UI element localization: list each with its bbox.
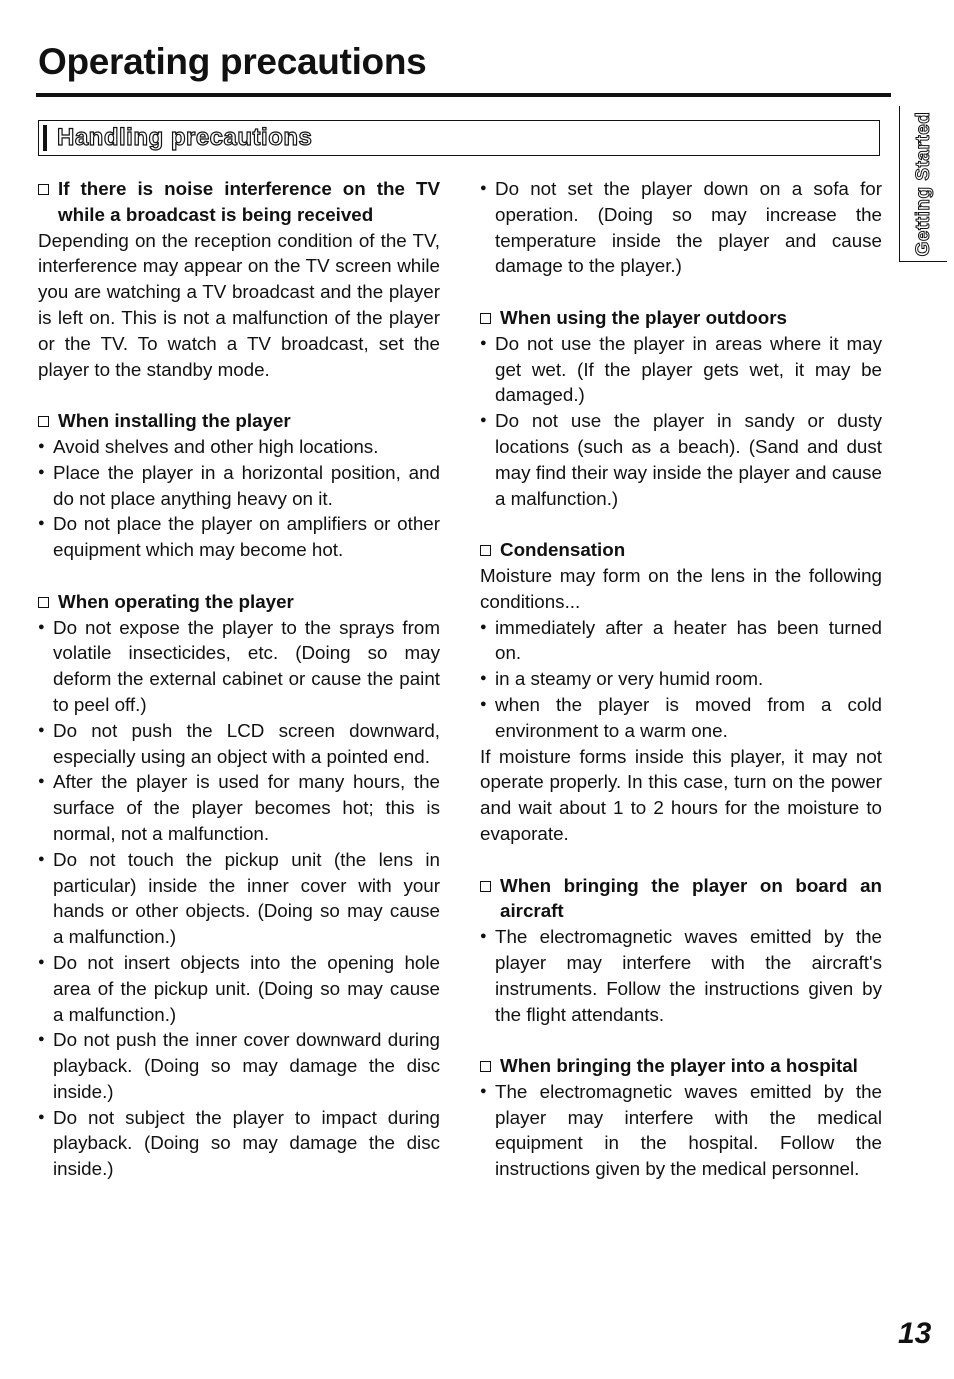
bullet-dot-icon: ●: [480, 182, 487, 194]
bullet-text: Place the player in a horizontal position, and do not place anything heavy on it.: [53, 461, 440, 509]
precaution-section: [38, 176, 440, 382]
bullet-dot-icon: ●: [480, 1084, 487, 1097]
title-rule: [36, 93, 891, 97]
precaution-section: [38, 408, 440, 563]
section-heading-text: If there is noise interference on the TV while a broadcast is being received: [58, 178, 440, 225]
section-heading-text: When operating the player: [58, 590, 294, 612]
paragraph: Depending on the reception condition of the TV, interference may appear on the TV screen while you are watching a TV broadcast and the player is left on. This is not a malfunction of the player or the TV. To watch a TV broadcast, set the player to the standby mode.: [38, 229, 440, 380]
bullet-item: [38, 511, 440, 563]
bullet-item: [38, 718, 440, 770]
section-heading-text: When bringing the player into a hospital: [500, 1055, 858, 1077]
page-title: Operating precautions: [38, 41, 427, 82]
checkbox-square-icon: [38, 416, 49, 427]
bullet-item: [38, 847, 440, 950]
bullet-text: in a steamy or very humid room.: [495, 668, 764, 690]
checkbox-square-icon: [38, 184, 49, 195]
section-heading-text: When installing the player: [58, 410, 291, 432]
bullet-dot-icon: ●: [38, 775, 45, 788]
bullet-item: [480, 692, 882, 744]
section-heading-text: When using the player outdoors: [500, 306, 787, 328]
section-heading: [480, 537, 882, 563]
checkbox-square-icon: [480, 881, 491, 892]
precaution-section: [480, 305, 882, 511]
bullet-text: Avoid shelves and other high locations.: [53, 435, 379, 457]
bullet-item: [480, 408, 882, 511]
bullet-dot-icon: ●: [38, 620, 45, 633]
bullet-text: when the player is moved from a cold environment to a warm one.: [495, 693, 882, 741]
precaution-section: [38, 589, 440, 1182]
page-number: 13: [898, 1317, 932, 1350]
precaution-section: [480, 537, 882, 847]
bullet-dot-icon: ●: [480, 336, 487, 349]
bullet-text: immediately after a heater has been turned on.: [495, 616, 882, 664]
section-heading: [480, 305, 882, 331]
bullet-item: [480, 331, 882, 408]
checkbox-square-icon: [480, 545, 491, 556]
bullet-text: Do not touch the pickup unit (the lens in particular) inside the inner cover with your hands or other objects. (Doing so may cause a malfunction.): [53, 848, 440, 948]
bullet-text: Do not push the inner cover downward during playback. (Doing so may damage the disc inside.): [53, 1029, 440, 1102]
bullet-dot-icon: ●: [480, 620, 487, 633]
bullet-dot-icon: ●: [480, 672, 487, 685]
bullet-text: Do not subject the player to impact during playback. (Doing so may damage the disc inside.): [53, 1106, 440, 1180]
left-column: [38, 176, 440, 1208]
precaution-section: [480, 1053, 882, 1182]
bullet-text: Do not use the player in sandy or dusty locations (such as a beach). (Sand and dust may find their way inside the player and cause a malfunction.): [495, 410, 882, 509]
section-heading: [480, 1053, 882, 1079]
bullet-dot-icon: ●: [38, 465, 45, 478]
side-tab: [899, 106, 947, 262]
bullet-text: The electromagnetic waves emitted by the player may interfere with the medical equipment in the hospital. Follow the instructions given by the medical personnel.: [495, 1080, 882, 1180]
side-tab-label: Getting Started: [912, 111, 934, 256]
section-title: Handling precautions: [57, 124, 313, 151]
checkbox-square-icon: [38, 597, 49, 608]
bullet-item: [38, 460, 440, 512]
bullet-dot-icon: ●: [38, 852, 45, 865]
bullet-item: [480, 666, 882, 692]
bullet-dot-icon: ●: [480, 697, 487, 710]
precaution-section: [480, 873, 882, 1028]
bullet-item: [38, 769, 440, 846]
bullet-text: Do not insert objects into the opening hole area of the pickup unit. (Doing so may cause a malfunction.): [53, 951, 440, 1025]
bullet-text: Do not push the LCD screen downward, especially using an object with a pointed end.: [53, 719, 440, 767]
precaution-section: [480, 176, 882, 279]
checkbox-square-icon: [480, 313, 491, 324]
bullet-dot-icon: ●: [480, 930, 487, 943]
section-heading: [38, 176, 440, 228]
bullet-item: [480, 615, 882, 667]
section-heading: [480, 873, 882, 925]
section-heading: [38, 408, 440, 434]
bullet-text: Do not set the player down on a sofa for operation. (Doing so may increase the temperature inside the player and cause damage to the player.): [495, 178, 882, 277]
bullet-item: [38, 1027, 440, 1104]
bullet-text: Do not use the player in areas where it may get wet. (If the player gets wet, it may be damaged.): [495, 332, 882, 406]
bullet-dot-icon: ●: [480, 414, 487, 427]
right-column: [480, 176, 882, 1208]
bullet-item: [480, 1079, 882, 1182]
bullet-text: Do not expose the player to the sprays from volatile insecticides, etc. (Doing so may deform the external cabinet or cause the paint to peel off.): [53, 616, 440, 715]
bullet-item: [38, 434, 440, 460]
paragraph: Moisture may form on the lens in the following conditions...: [480, 564, 882, 612]
bullet-item: [38, 950, 440, 1027]
bullet-dot-icon: ●: [38, 439, 45, 452]
paragraph: If moisture forms inside this player, it may not operate properly. In this case, turn on the power and wait about 1 to 2 hours for the moisture to evaporate.: [480, 745, 882, 844]
section-heading-text: Condensation: [500, 539, 626, 561]
bullet-item: [480, 924, 882, 1027]
bullet-dot-icon: ●: [38, 723, 45, 736]
bullet-dot-icon: ●: [38, 955, 45, 968]
bullet-text: The electromagnetic waves emitted by the player may interfere with the aircraft's instruments. Follow the instructions given by the flight attendants.: [495, 926, 882, 1025]
section-header-box: [38, 120, 880, 156]
bullet-dot-icon: ●: [38, 1110, 45, 1123]
bullet-item: [480, 176, 882, 279]
bullet-dot-icon: ●: [38, 517, 45, 530]
section-heading: [38, 589, 440, 615]
bullet-item: [38, 1105, 440, 1182]
section-heading-text: When bringing the player on board an aircraft: [500, 874, 882, 922]
bullet-item: [38, 615, 440, 718]
checkbox-square-icon: [480, 1061, 491, 1072]
bullet-dot-icon: ●: [38, 1033, 45, 1046]
bullet-text: Do not place the player on amplifiers or other equipment which may become hot.: [53, 513, 440, 561]
bullet-text: After the player is used for many hours, the surface of the player becomes hot; this is normal, not a malfunction.: [53, 771, 440, 844]
